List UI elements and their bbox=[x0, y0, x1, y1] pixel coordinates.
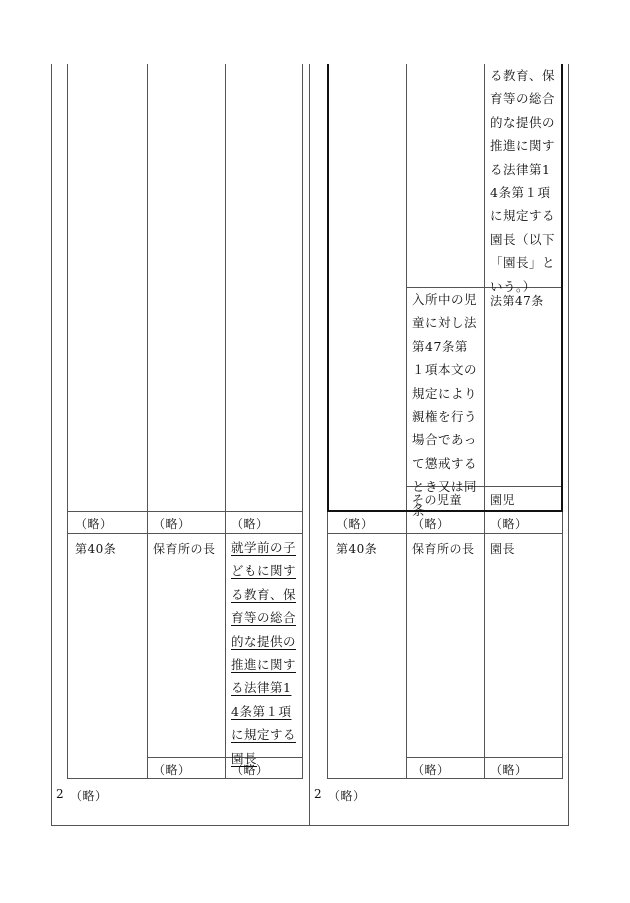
left-omit-article: （略） bbox=[75, 517, 113, 531]
right-table-v3 bbox=[484, 64, 485, 779]
right-para2-text: （略） bbox=[328, 789, 366, 803]
right-table-h3 bbox=[327, 533, 563, 534]
right-table-v2 bbox=[406, 64, 407, 779]
left-para2-number: 2 bbox=[56, 787, 65, 801]
right-table-v1 bbox=[327, 512, 328, 779]
right-rowA-replacement: 法第47条 bbox=[490, 294, 544, 308]
right-omit-replacement: （略） bbox=[490, 517, 528, 531]
right-art40-replacement: 園長 bbox=[490, 542, 516, 556]
change-box-right bbox=[561, 64, 563, 512]
left-bottom-omit-replacement: （略） bbox=[231, 763, 269, 777]
right-rowA-original: 入所中の児童に対し法第47条第１項本文の規定により親権を行う場合であって懲戒するとき又は同条 bbox=[412, 292, 478, 518]
right-omit-article: （略） bbox=[336, 517, 374, 531]
left-art40-replacement: 就学前の子どもに関する教育、保育等の総合的な提供の推進に関する法律第14条第１項に規定する園長 bbox=[231, 540, 297, 766]
left-table-h1 bbox=[67, 511, 303, 512]
left-omit-original: （略） bbox=[153, 517, 191, 531]
change-box-left bbox=[327, 64, 329, 512]
right-bottom-omit-replacement: （略） bbox=[490, 763, 528, 777]
left-table-v2 bbox=[147, 64, 148, 779]
left-table-v3 bbox=[225, 64, 226, 779]
left-para2-text: （略） bbox=[70, 789, 108, 803]
right-table-h4 bbox=[406, 757, 562, 758]
left-table-h4 bbox=[67, 778, 303, 779]
right-para2-number: 2 bbox=[314, 787, 323, 801]
right-rowB-replacement: 園児 bbox=[490, 493, 516, 507]
right-omit-original: （略） bbox=[412, 517, 450, 531]
right-bottom-omit-original: （略） bbox=[412, 763, 450, 777]
left-table-v4 bbox=[302, 64, 303, 779]
left-bottom-omit-original: （略） bbox=[153, 763, 191, 777]
right-rowB-original: その児童 bbox=[412, 493, 463, 507]
right-table-v4 bbox=[562, 511, 563, 779]
left-table-h2 bbox=[67, 533, 303, 534]
right-art40-original: 保育所の長 bbox=[412, 542, 475, 556]
left-omit-replacement: （略） bbox=[231, 517, 269, 531]
page-border-left bbox=[51, 64, 52, 826]
column-divider bbox=[309, 64, 310, 826]
page-border-bottom bbox=[51, 825, 569, 826]
left-art40-original: 保育所の長 bbox=[153, 542, 216, 556]
left-art40-article: 第40条 bbox=[75, 542, 117, 556]
left-table-v1 bbox=[67, 64, 68, 779]
page-border-right bbox=[568, 64, 569, 826]
right-top-replacement: る教育、保育等の総合的な提供の推進に関する法律第14条第１項に規定する園長（以下「園長」という。） bbox=[490, 68, 556, 294]
right-art40-article: 第40条 bbox=[336, 542, 378, 556]
right-table-h5 bbox=[327, 778, 563, 779]
